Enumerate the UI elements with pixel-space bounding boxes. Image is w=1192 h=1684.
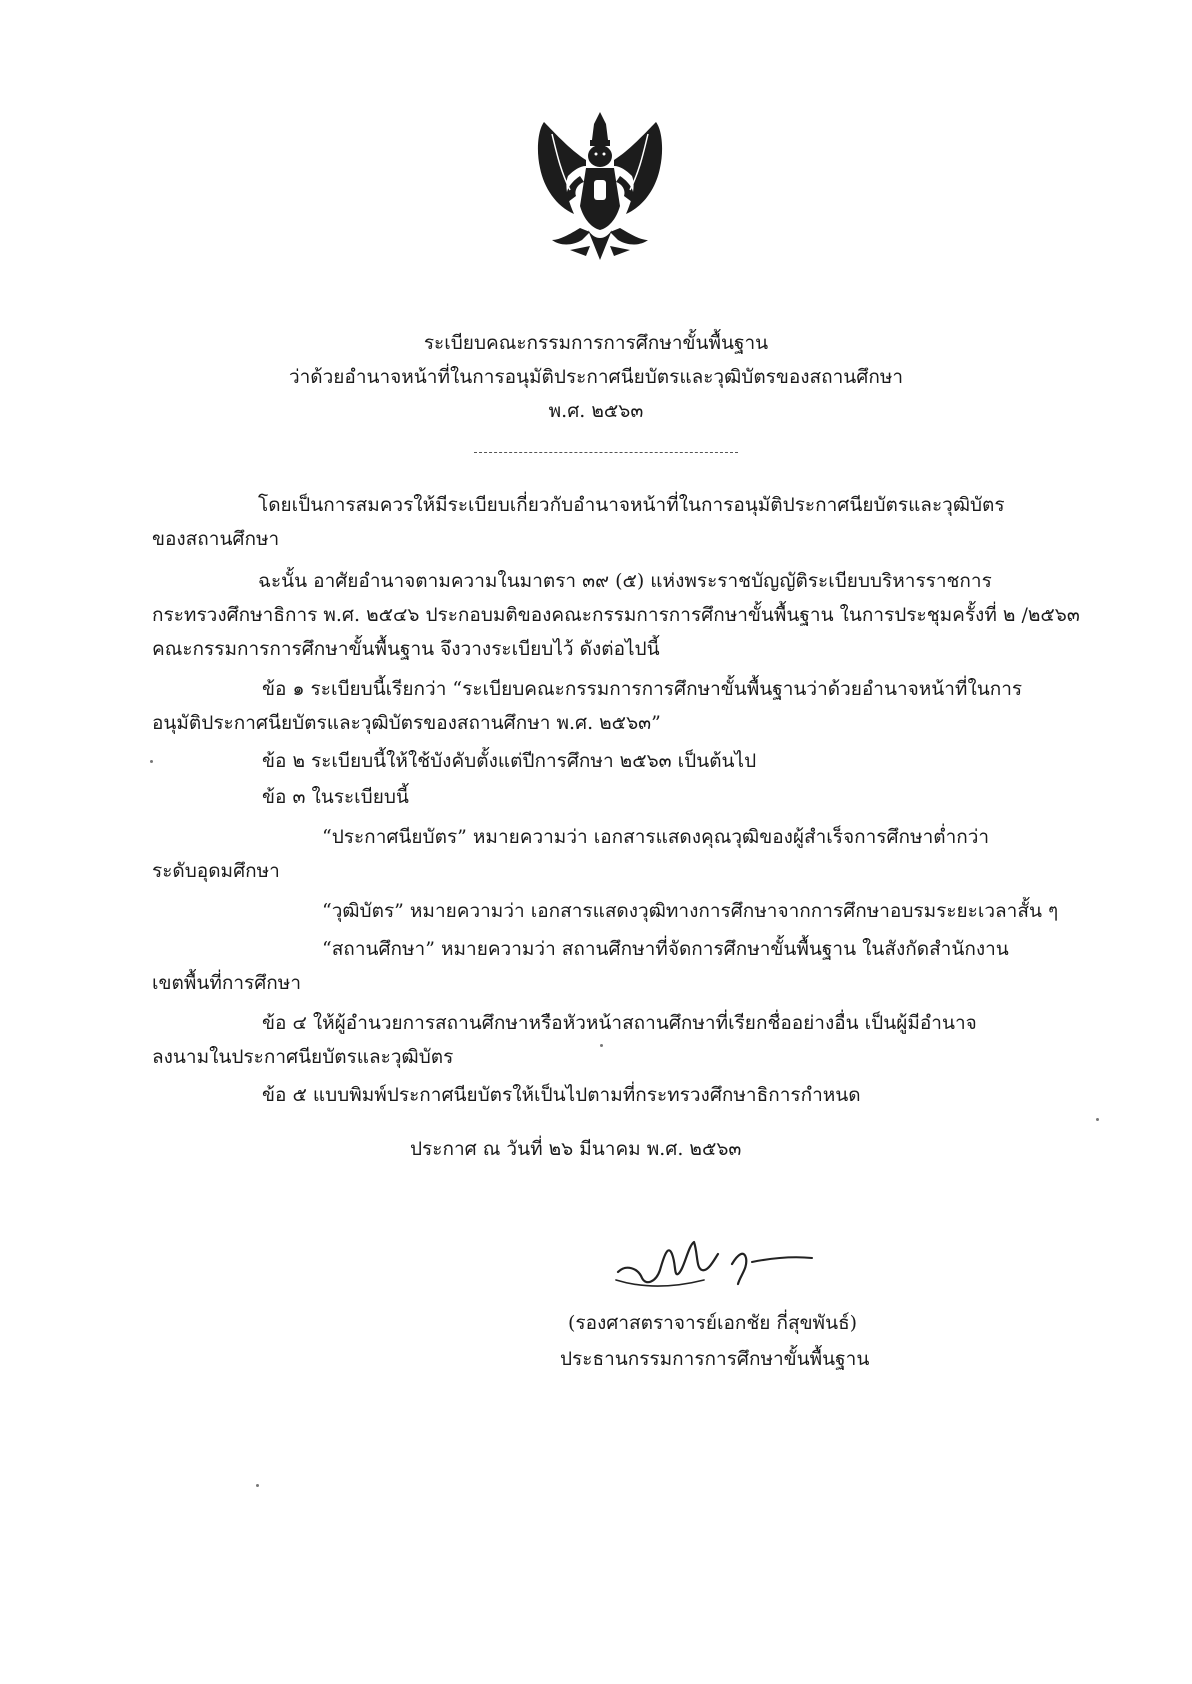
clause-4-line-2: ลงนามในประกาศนียบัตรและวุฒิบัตร: [152, 1046, 454, 1068]
handwritten-signature: [612, 1224, 822, 1294]
authority-line-1: ฉะนั้น อาศัยอำนาจตามความในมาตรา ๓๙ (๕) แห่งพระราชบัญญัติระเบียบบริหารราชการ: [258, 570, 992, 592]
definition-school-line-1: “สถานศึกษา” หมายความว่า สถานศึกษาที่จัดการศึกษาขั้นพื้นฐาน ในสังกัดสำนักงาน: [322, 938, 1009, 960]
scan-speck: [600, 1044, 603, 1047]
scan-speck: [256, 1484, 259, 1487]
preamble-line-2: ของสถานศึกษา: [152, 528, 280, 550]
authority-line-2: กระทรวงศึกษาธิการ พ.ศ. ๒๕๔๖ ประกอบมติของคณะกรรมการการศึกษาขั้นพื้นฐาน ในการประชุมครั้งที่ ๒ /๒๕๖๓: [152, 604, 1080, 626]
clause-1-line-2: อนุมัติประกาศนียบัตรและวุฒิบัตรของสถานศึกษา พ.ศ. ๒๕๖๓”: [152, 712, 661, 734]
document-title-year: พ.ศ. ๒๕๖๓: [548, 400, 644, 422]
definition-certificate-line-1: “ประกาศนียบัตร” หมายความว่า เอกสารแสดงคุณวุฒิของผู้สำเร็จการศึกษาต่ำกว่า: [322, 826, 990, 848]
document-title-line-2: ว่าด้วยอำนาจหน้าที่ในการอนุมัติประกาศนียบัตรและวุฒิบัตรของสถานศึกษา: [288, 366, 904, 388]
title-divider: [474, 452, 738, 453]
definition-diploma: “วุฒิบัตร” หมายความว่า เอกสารแสดงวุฒิทางการศึกษาจากการศึกษาอบรมระยะเวลาสั้น ๆ: [322, 900, 1059, 922]
clause-4-line-1: ข้อ ๔ ให้ผู้อำนวยการสถานศึกษาหรือหัวหน้าสถานศึกษาที่เรียกชื่ออย่างอื่น เป็นผู้มีอำนาจ: [262, 1012, 977, 1034]
authority-line-3: คณะกรรมการการศึกษาขั้นพื้นฐาน จึงวางระเบียบไว้ ดังต่อไปนี้: [152, 638, 660, 660]
clause-3: ข้อ ๓ ในระเบียบนี้: [262, 786, 409, 808]
garuda-emblem-icon: [530, 110, 670, 275]
signer-name: (รองศาสตราจารย์เอกชัย กี่สุขพันธ์): [568, 1312, 858, 1334]
clause-5: ข้อ ๕ แบบพิมพ์ประกาศนียบัตรให้เป็นไปตามที่กระทรวงศึกษาธิการกำหนด: [262, 1084, 861, 1106]
definition-certificate-line-2: ระดับอุดมศึกษา: [152, 860, 280, 882]
scan-speck: [1096, 1118, 1099, 1121]
announcement-date: ประกาศ ณ วันที่ ๒๖ มีนาคม พ.ศ. ๒๕๖๓: [410, 1138, 742, 1160]
clause-1-line-1: ข้อ ๑ ระเบียบนี้เรียกว่า “ระเบียบคณะกรรมการการศึกษาขั้นพื้นฐานว่าด้วยอำนาจหน้าที่ในการ: [262, 678, 1023, 700]
definition-school-line-2: เขตพื้นที่การศึกษา: [152, 972, 301, 994]
document-title-line-1: ระเบียบคณะกรรมการการศึกษาขั้นพื้นฐาน: [423, 332, 769, 354]
preamble-line-1: โดยเป็นการสมควรให้มีระเบียบเกี่ยวกับอำนาจหน้าที่ในการอนุมัติประกาศนียบัตรและวุฒิบัตร: [258, 494, 1005, 516]
clause-2: ข้อ ๒ ระเบียบนี้ให้ใช้บังคับตั้งแต่ปีการศึกษา ๒๕๖๓ เป็นต้นไป: [262, 750, 757, 772]
scan-speck: [150, 760, 153, 763]
signer-title: ประธานกรรมการการศึกษาขั้นพื้นฐาน: [560, 1348, 870, 1370]
